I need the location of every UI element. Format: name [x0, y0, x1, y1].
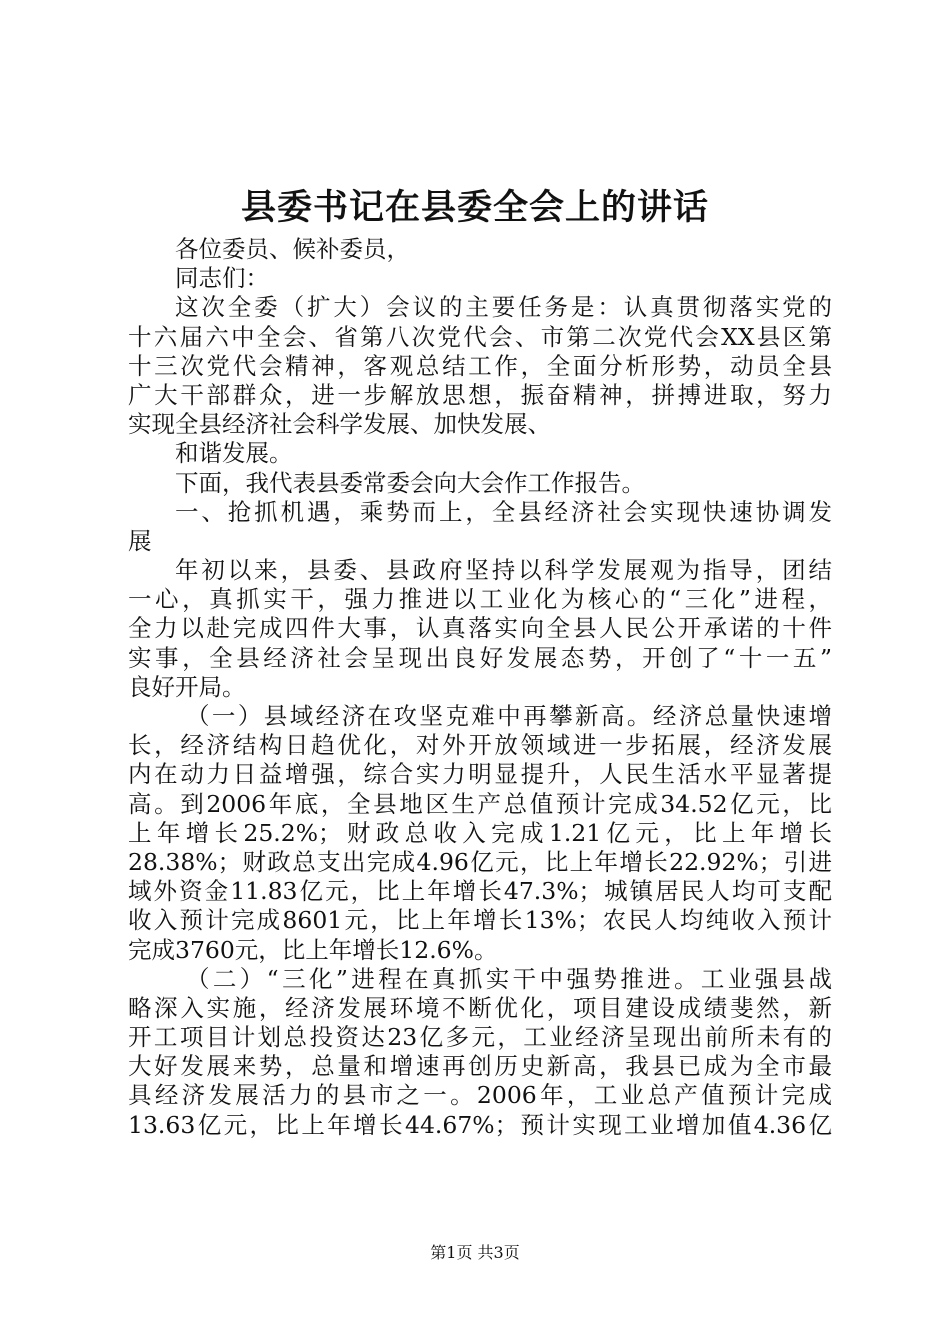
section-heading-line: 一、抢抓机遇，乘势而上，全县经济社会实现快速协调发 [175, 497, 832, 526]
paragraph-line: 和谐发展。 [175, 439, 293, 468]
paragraph-line: 13.63亿元，比上年增长44.67%；预计实现工业增加值4.36亿 [128, 1110, 832, 1139]
page-title: 县委书记在县委全会上的讲话 [240, 187, 709, 228]
paragraph-line: 实现全县经济社会科学发展、加快发展、 [128, 410, 551, 439]
paragraph-line: 28.38%；财政总支出完成4.96亿元，比上年增长22.92%；引进 [128, 847, 832, 876]
paragraph-line: 年初以来，县委、县政府坚持以科学发展观为指导，团结 [175, 556, 832, 585]
paragraph-line: 十三次党代会精神，客观总结工作，全面分析形势，动员全县 [128, 351, 832, 380]
paragraph-line: 具经济发展活力的县市之一。2006年，工业总产值预计完成 [128, 1081, 832, 1110]
paragraph-line: 全力以赴完成四件大事，认真落实向全县人民公开承诺的十件 [128, 614, 832, 643]
paragraph-line: 开工项目计划总投资达23亿多元，工业经济呈现出前所未有的 [128, 1023, 832, 1052]
paragraph-line: 广大干部群众，进一步解放思想，振奋精神，拼搏进取，努力 [128, 380, 832, 409]
document-body [128, 210, 832, 1140]
paragraph-line: 内在动力日益增强，综合实力明显提升，人民生活水平显著提 [128, 760, 832, 789]
paragraph-line: 完成3760元，比上年增长12.6%。 [128, 935, 498, 964]
paragraph-line: 大好发展来势，总量和增速再创历史新高，我县已成为全市最 [128, 1052, 832, 1081]
page-number: 第1页 共3页 [430, 1243, 520, 1262]
paragraph-line: 良好开局。 [128, 672, 246, 701]
salutation-line: 同志们： [175, 264, 269, 293]
section-heading-line: 展 [128, 526, 152, 555]
paragraph-line: 收入预计完成8601元，比上年增长13%；农民人均纯收入预计 [128, 906, 832, 935]
paragraph-line: 略深入实施，经济发展环境不断优化，项目建设成绩斐然，新 [128, 993, 832, 1022]
paragraph-line: （一）县域经济在攻坚克难中再攀新高。经济总量快速增 [186, 702, 832, 730]
paragraph-line: 域外资金11.83亿元，比上年增长47.3%；城镇居民人均可支配 [128, 877, 832, 906]
paragraph-line: 下面，我代表县委常委会向大会作工作报告。 [175, 468, 645, 497]
paragraph-line: 长，经济结构日趋优化，对外开放领域进一步拓展，经济发展 [128, 731, 832, 760]
paragraph-line: 实事，全县经济社会呈现出良好发展态势，开创了“十一五” [128, 643, 832, 672]
salutation-line: 各位委员、候补委员， [175, 235, 410, 263]
paragraph-line: 十六届六中全会、省第八次党代会、市第二次党代会XX县区第 [128, 322, 832, 351]
paragraph-line: （二）“三化”进程在真抓实干中强势推进。工业强县战 [186, 964, 832, 993]
paragraph-line: 上年增长25.2%；财政总收入完成1.21亿元，比上年增长 [128, 818, 832, 847]
paragraph-line: 高。到2006年底，全县地区生产总值预计完成34.52亿元，比 [128, 789, 832, 818]
paragraph-line: 这次全委（扩大）会议的主要任务是：认真贯彻落实党的 [175, 293, 832, 322]
paragraph-line: 一心，真抓实干，强力推进以工业化为核心的“三化”进程， [128, 585, 832, 614]
